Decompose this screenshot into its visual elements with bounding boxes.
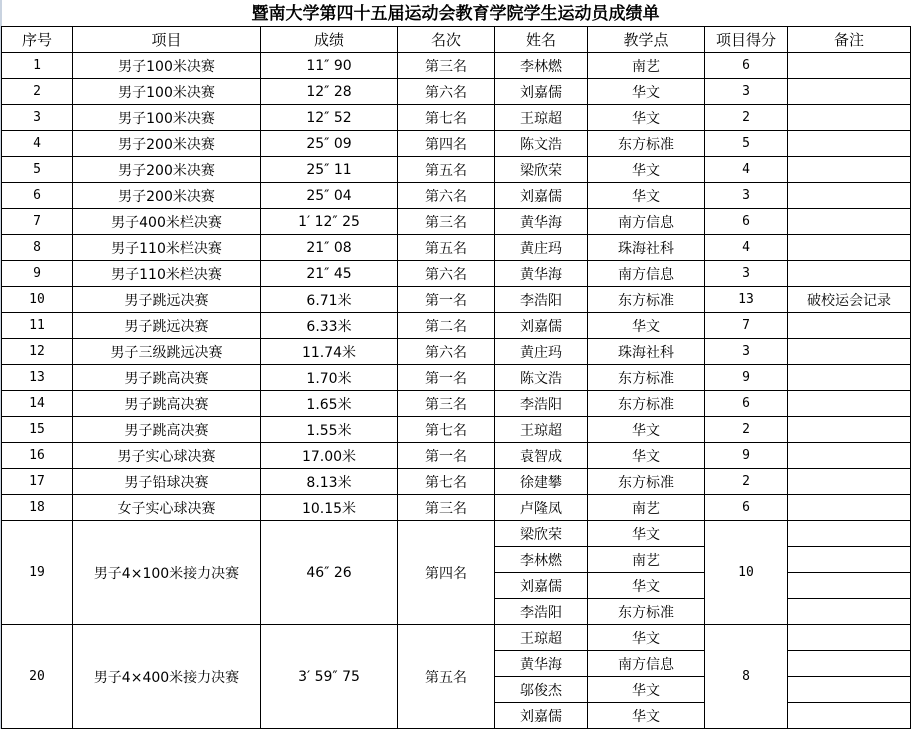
cell-rank[interactable]: 第六名 (398, 79, 495, 105)
cell-score[interactable]: 13 (705, 287, 788, 313)
cell-rank[interactable]: 第六名 (398, 339, 495, 365)
cell-note[interactable] (788, 547, 911, 573)
cell-no[interactable]: 8 (2, 235, 73, 261)
cell-name[interactable]: 刘嘉儒 (495, 703, 588, 729)
cell-site[interactable]: 东方标准 (588, 365, 705, 391)
cell-event[interactable]: 男子110米栏决赛 (73, 235, 261, 261)
cell-no[interactable]: 19 (2, 521, 73, 625)
cell-site[interactable]: 南方信息 (588, 209, 705, 235)
cell-note[interactable] (788, 261, 911, 287)
cell-note[interactable] (788, 521, 911, 547)
header-score[interactable]: 项目得分 (705, 27, 788, 53)
cell-rank[interactable]: 第四名 (398, 131, 495, 157)
cell-site[interactable]: 南方信息 (588, 651, 705, 677)
cell-score[interactable]: 9 (705, 443, 788, 469)
cell-event[interactable]: 男子200米决赛 (73, 131, 261, 157)
table-row (2, 287, 911, 313)
cell-event[interactable]: 男子跳远决赛 (73, 287, 261, 313)
table-row (2, 53, 911, 79)
cell-no[interactable]: 17 (2, 469, 73, 495)
cell-site[interactable]: 南艺 (588, 53, 705, 79)
cell-event[interactable]: 男子200米决赛 (73, 157, 261, 183)
cell-rank[interactable]: 第三名 (398, 495, 495, 521)
cell-no[interactable]: 7 (2, 209, 73, 235)
cell-result[interactable]: 8.13米 (261, 469, 398, 495)
cell-site[interactable]: 华文 (588, 443, 705, 469)
cell-note[interactable] (788, 651, 911, 677)
cell-no[interactable]: 16 (2, 443, 73, 469)
cell-result[interactable]: 6.71米 (261, 287, 398, 313)
cell-result[interactable]: 21″ 08 (261, 235, 398, 261)
cell-result[interactable]: 3′ 59″ 75 (261, 625, 398, 729)
cell-result[interactable]: 10.15米 (261, 495, 398, 521)
cell-note[interactable] (788, 703, 911, 729)
cell-score[interactable]: 6 (705, 495, 788, 521)
cell-site[interactable]: 华文 (588, 313, 705, 339)
table-row (2, 261, 911, 287)
table-row (2, 157, 911, 183)
cell-event[interactable]: 男子跳高决赛 (73, 365, 261, 391)
cell-note[interactable] (788, 599, 911, 625)
table-row (2, 339, 911, 365)
table-row (2, 209, 911, 235)
cell-score[interactable]: 6 (705, 53, 788, 79)
cell-note[interactable] (788, 391, 911, 417)
cell-result[interactable]: 12″ 28 (261, 79, 398, 105)
cell-event[interactable]: 男子400米栏决赛 (73, 209, 261, 235)
cell-site[interactable]: 华文 (588, 417, 705, 443)
cell-site[interactable]: 东方标准 (588, 391, 705, 417)
table-row (2, 313, 911, 339)
cell-no[interactable]: 10 (2, 287, 73, 313)
cell-result[interactable]: 1′ 12″ 25 (261, 209, 398, 235)
cell-note[interactable] (788, 53, 911, 79)
cell-name[interactable]: 陈文浩 (495, 131, 588, 157)
cell-note[interactable] (788, 417, 911, 443)
cell-rank[interactable]: 第七名 (398, 417, 495, 443)
cell-site[interactable]: 南艺 (588, 495, 705, 521)
cell-score[interactable]: 3 (705, 79, 788, 105)
cell-site[interactable]: 珠海社科 (588, 235, 705, 261)
cell-site[interactable]: 华文 (588, 677, 705, 703)
cell-event[interactable]: 女子实心球决赛 (73, 495, 261, 521)
cell-note[interactable] (788, 365, 911, 391)
header-result[interactable]: 成绩 (261, 27, 398, 53)
header-rank[interactable]: 名次 (398, 27, 495, 53)
cell-name[interactable]: 邬俊杰 (495, 677, 588, 703)
cell-note[interactable] (788, 443, 911, 469)
cell-no[interactable]: 13 (2, 365, 73, 391)
cell-event[interactable]: 男子200米决赛 (73, 183, 261, 209)
cell-rank[interactable]: 第六名 (398, 261, 495, 287)
table-row (2, 79, 911, 105)
cell-no[interactable]: 18 (2, 495, 73, 521)
cell-rank[interactable]: 第七名 (398, 469, 495, 495)
cell-result[interactable]: 11″ 90 (261, 53, 398, 79)
cell-name[interactable]: 黄庄玛 (495, 235, 588, 261)
sheet-title: 暨南大学第四十五届运动会教育学院学生运动员成绩单 (251, 4, 660, 24)
cell-note[interactable] (788, 183, 911, 209)
cell-site[interactable]: 华文 (588, 703, 705, 729)
table-row (2, 365, 911, 391)
cell-score[interactable]: 6 (705, 209, 788, 235)
cell-note[interactable] (788, 625, 911, 651)
cell-site[interactable]: 华文 (588, 625, 705, 651)
cell-note[interactable] (788, 157, 911, 183)
cell-event[interactable]: 男子三级跳远决赛 (73, 339, 261, 365)
cell-site[interactable]: 华文 (588, 521, 705, 547)
cell-name[interactable]: 李浩阳 (495, 287, 588, 313)
cell-name[interactable]: 黄华海 (495, 261, 588, 287)
cell-event[interactable]: 男子铅球决赛 (73, 469, 261, 495)
cell-site[interactable]: 东方标准 (588, 599, 705, 625)
cell-result[interactable]: 6.33米 (261, 313, 398, 339)
cell-event[interactable]: 男子跳高决赛 (73, 391, 261, 417)
cell-name[interactable]: 李浩阳 (495, 391, 588, 417)
cell-score[interactable]: 2 (705, 105, 788, 131)
cell-site[interactable]: 华文 (588, 105, 705, 131)
cell-name[interactable]: 王琼超 (495, 417, 588, 443)
cell-note[interactable] (788, 339, 911, 365)
cell-name[interactable]: 梁欣荣 (495, 157, 588, 183)
cell-name[interactable]: 黄华海 (495, 209, 588, 235)
table-row (2, 131, 911, 157)
cell-site[interactable]: 南艺 (588, 547, 705, 573)
cell-note[interactable] (788, 105, 911, 131)
cell-note[interactable] (788, 573, 911, 599)
cell-site[interactable]: 东方标准 (588, 469, 705, 495)
cell-result[interactable]: 12″ 52 (261, 105, 398, 131)
cell-result[interactable]: 25″ 11 (261, 157, 398, 183)
cell-event[interactable]: 男子实心球决赛 (73, 443, 261, 469)
cell-score[interactable]: 7 (705, 313, 788, 339)
cell-no[interactable]: 4 (2, 131, 73, 157)
cell-site[interactable]: 珠海社科 (588, 339, 705, 365)
header-event[interactable]: 项目 (73, 27, 261, 53)
cell-note[interactable] (788, 235, 911, 261)
cell-name[interactable]: 梁欣荣 (495, 521, 588, 547)
cell-site[interactable]: 东方标准 (588, 131, 705, 157)
cell-no[interactable]: 12 (2, 339, 73, 365)
table-row (2, 417, 911, 443)
cell-no[interactable]: 3 (2, 105, 73, 131)
cell-no[interactable]: 15 (2, 417, 73, 443)
header-no[interactable]: 序号 (2, 27, 73, 53)
cell-event[interactable]: 男子100米决赛 (73, 105, 261, 131)
cell-rank[interactable]: 第一名 (398, 287, 495, 313)
cell-rank[interactable]: 第五名 (398, 625, 495, 729)
cell-name[interactable]: 王琼超 (495, 625, 588, 651)
cell-note[interactable] (788, 677, 911, 703)
cell-site[interactable]: 华文 (588, 157, 705, 183)
cell-event[interactable]: 男子4×100米接力决赛 (73, 521, 261, 625)
cell-name[interactable]: 刘嘉儒 (495, 313, 588, 339)
results-table (1, 26, 911, 729)
cell-score[interactable]: 9 (705, 365, 788, 391)
table-row (2, 391, 911, 417)
cell-rank[interactable]: 第四名 (398, 521, 495, 625)
cell-rank[interactable]: 第三名 (398, 53, 495, 79)
header-note[interactable]: 备注 (788, 27, 911, 53)
cell-score[interactable]: 5 (705, 131, 788, 157)
cell-name[interactable]: 李林燃 (495, 547, 588, 573)
cell-event[interactable]: 男子100米决赛 (73, 53, 261, 79)
cell-site[interactable]: 华文 (588, 573, 705, 599)
cell-event[interactable]: 男子跳高决赛 (73, 417, 261, 443)
cell-note[interactable] (788, 495, 911, 521)
cell-note[interactable] (788, 209, 911, 235)
cell-rank[interactable]: 第六名 (398, 183, 495, 209)
cell-rank[interactable]: 第二名 (398, 313, 495, 339)
cell-event[interactable]: 男子100米决赛 (73, 79, 261, 105)
cell-rank[interactable]: 第七名 (398, 105, 495, 131)
cell-result[interactable]: 1.65米 (261, 391, 398, 417)
cell-no[interactable]: 11 (2, 313, 73, 339)
table-row (2, 105, 911, 131)
cell-result[interactable]: 1.55米 (261, 417, 398, 443)
cell-site[interactable]: 华文 (588, 183, 705, 209)
cell-rank[interactable]: 第五名 (398, 157, 495, 183)
cell-event[interactable]: 男子跳远决赛 (73, 313, 261, 339)
cell-no[interactable]: 6 (2, 183, 73, 209)
cell-rank[interactable]: 第一名 (398, 443, 495, 469)
cell-no[interactable]: 20 (2, 625, 73, 729)
cell-no[interactable]: 9 (2, 261, 73, 287)
cell-score[interactable]: 4 (705, 157, 788, 183)
header-site[interactable]: 教学点 (588, 27, 705, 53)
cell-result[interactable]: 25″ 04 (261, 183, 398, 209)
cell-score[interactable]: 3 (705, 183, 788, 209)
cell-result[interactable]: 21″ 45 (261, 261, 398, 287)
cell-name[interactable]: 王琼超 (495, 105, 588, 131)
cell-rank[interactable]: 第五名 (398, 235, 495, 261)
cell-name[interactable]: 刘嘉儒 (495, 183, 588, 209)
cell-site[interactable]: 华文 (588, 79, 705, 105)
cell-score[interactable]: 2 (705, 417, 788, 443)
header-name[interactable]: 姓名 (495, 27, 588, 53)
cell-site[interactable]: 东方标准 (588, 287, 705, 313)
cell-score[interactable]: 3 (705, 261, 788, 287)
cell-name[interactable]: 李林燃 (495, 53, 588, 79)
cell-name[interactable]: 李浩阳 (495, 599, 588, 625)
cell-result[interactable]: 25″ 09 (261, 131, 398, 157)
cell-rank[interactable]: 第三名 (398, 209, 495, 235)
table-row (2, 183, 911, 209)
cell-score[interactable]: 10 (705, 521, 788, 625)
cell-result[interactable]: 46″ 26 (261, 521, 398, 625)
cell-result[interactable]: 1.70米 (261, 365, 398, 391)
cell-no[interactable]: 2 (2, 79, 73, 105)
cell-score[interactable]: 6 (705, 391, 788, 417)
cell-score[interactable]: 3 (705, 339, 788, 365)
cell-name[interactable]: 卢隆凤 (495, 495, 588, 521)
cell-name[interactable]: 袁智成 (495, 443, 588, 469)
cell-event[interactable]: 男子4×400米接力决赛 (73, 625, 261, 729)
cell-no[interactable]: 5 (2, 157, 73, 183)
header-row (2, 27, 911, 53)
cell-note[interactable] (788, 131, 911, 157)
cell-note[interactable] (788, 313, 911, 339)
cell-name[interactable]: 徐建攀 (495, 469, 588, 495)
cell-note[interactable] (788, 79, 911, 105)
cell-no[interactable]: 1 (2, 53, 73, 79)
cell-note[interactable] (788, 469, 911, 495)
cell-name[interactable]: 黄华海 (495, 651, 588, 677)
cell-result[interactable]: 11.74米 (261, 339, 398, 365)
cell-rank[interactable]: 第一名 (398, 365, 495, 391)
cell-event[interactable]: 男子110米栏决赛 (73, 261, 261, 287)
cell-score[interactable]: 8 (705, 625, 788, 729)
cell-no[interactable]: 14 (2, 391, 73, 417)
cell-score[interactable]: 2 (705, 469, 788, 495)
table-row (2, 469, 911, 495)
relay-row (2, 625, 911, 651)
table-row (2, 495, 911, 521)
cell-name[interactable]: 刘嘉儒 (495, 573, 588, 599)
cell-result[interactable]: 17.00米 (261, 443, 398, 469)
relay-row (2, 521, 911, 547)
cell-name[interactable]: 陈文浩 (495, 365, 588, 391)
cell-name[interactable]: 黄庄玛 (495, 339, 588, 365)
table-row (2, 235, 911, 261)
cell-note[interactable]: 破校运会记录 (788, 287, 911, 313)
cell-site[interactable]: 南方信息 (588, 261, 705, 287)
cell-name[interactable]: 刘嘉儒 (495, 79, 588, 105)
table-row (2, 443, 911, 469)
cell-rank[interactable]: 第三名 (398, 391, 495, 417)
cell-score[interactable]: 4 (705, 235, 788, 261)
